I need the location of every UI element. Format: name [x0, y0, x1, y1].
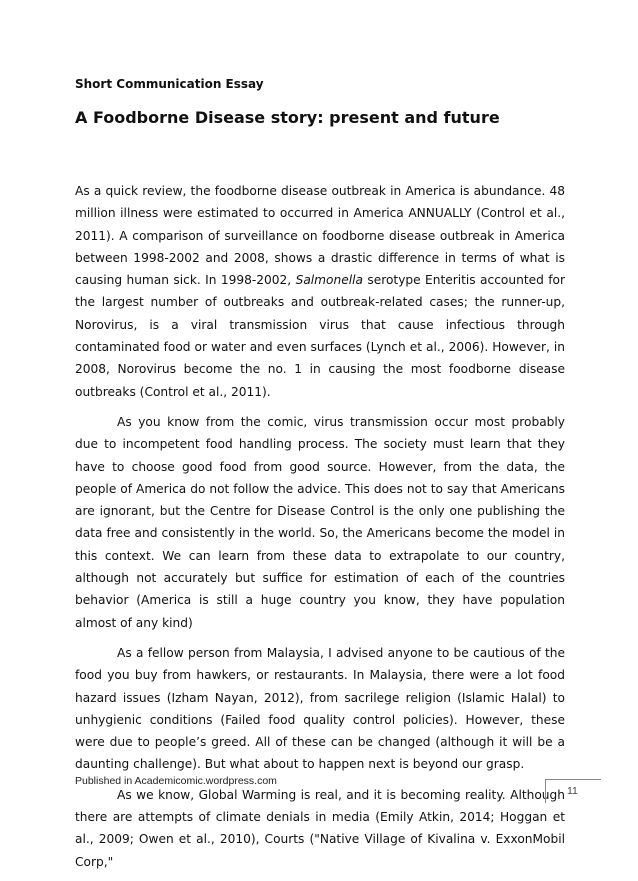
- essay-type-label: Short Communication Essay: [75, 77, 264, 91]
- salmonella-italic: Salmonella: [295, 273, 363, 288]
- paragraph-4: As we know, Global Warming is real, and it is becoming reality. Although there are attempts of climate denials in media (Emily Atkin, 2014; Hoggan et al., 2009; Owen et al., 2010), Courts ("Native Village of Kivalina v. ExxonMobil Corp,": [75, 787, 565, 869]
- page-number: 11: [567, 785, 578, 797]
- paragraph-3: As a fellow person from Malaysia, I advised anyone to be cautious of the food you buy from hawkers, or restaurants. In Malaysia, there were a lot food hazard issues (Izham Nayan, 2012), from sacrilege religion (Islamic Halal) to unhygienic conditions (Failed food quality control policies). However, these were due to people’s greed. All of these can be changed (although it will be a daunting challenge). But what about to happen next is beyond our grasp.: [75, 645, 565, 772]
- paragraph-2: As you know from the comic, virus transmission occur most probably due to incompetent food handling process. The society must learn that they have to choose good food from good source. However, from the data, the people of America do not follow the advice. This does not to say that Americans are ignorant, but the Centre for Disease Control is the only one publishing the data free and consistently in the world. So, the Americans become the model in this context. We can learn from these data to extrapolate to our country, although not accurately but suffice for estimation of each of the countries behavior (America is still a huge country you know, they have population almost of any kind): [75, 414, 565, 630]
- footer-published: Published in Academicomic.wordpress.com: [75, 775, 277, 787]
- document-title: A Foodborne Disease story: present and future: [75, 108, 500, 127]
- paragraph-1: As a quick review, the foodborne disease outbreak in America is abundance. 48 million illness were estimated to occurred in America ANNUALLY (Control et al., 2011). A comparison of surveillance on foodborne disease outbreak in America between 1998-2002 and 2008, shows a drastic difference in terms of what is causing human sick. In 1998-2002, Salmonella serotype Enteritis accounted for the largest number of outbreaks and outbreak-related cases; the runner-up, Norovirus, is a viral transmission virus that cause infectious through contaminated food or water and even surfaces (Lynch et al., 2006). However, in 2008, Norovirus become the no. 1 in causing the most foodborne disease outbreaks (Control et al., 2011).: [75, 184, 565, 399]
